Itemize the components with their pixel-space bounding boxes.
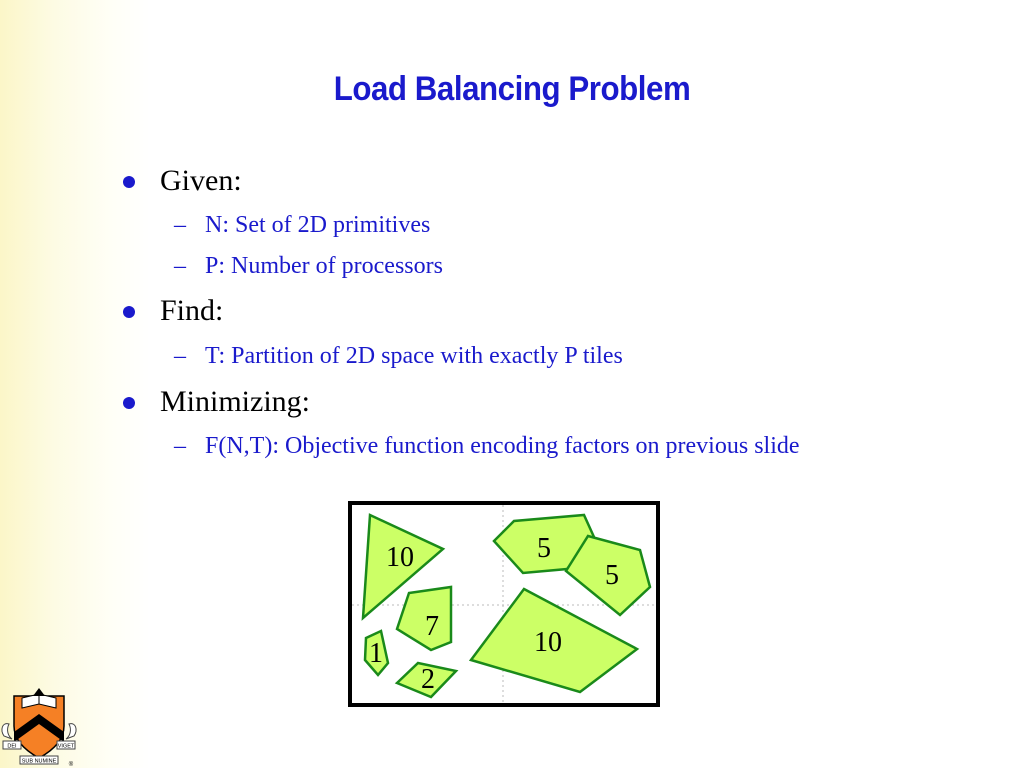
sub-bullet-p: P: Number of processors (205, 253, 443, 279)
primitive-label: 7 (425, 611, 439, 642)
logo-registered-mark: ® (68, 762, 74, 768)
bullet-dot (123, 176, 135, 188)
sub-bullet-dash: – (174, 253, 186, 279)
primitive-label: 5 (537, 533, 551, 564)
sub-bullet-dash: – (174, 343, 186, 369)
logo-banner: SUB NUMINE (21, 758, 57, 765)
logo-motto-right: VIGET (57, 743, 75, 750)
sub-bullet-dash: – (174, 212, 186, 238)
primitive-label: 5 (605, 560, 619, 591)
sub-bullet-t: T: Partition of 2D space with exactly P tiles (205, 343, 623, 369)
primitive-label: 10 (386, 542, 414, 573)
bullet-given: Given: (160, 164, 242, 197)
sub-bullet-n: N: Set of 2D primitives (205, 212, 431, 238)
primitive-label: 1 (369, 638, 383, 669)
bullet-find: Find: (160, 294, 224, 327)
primitive-label: 2 (421, 664, 435, 695)
princeton-shield-icon (0, 684, 78, 768)
bullet-dot (123, 397, 135, 409)
logo-motto-left: DEI (7, 743, 17, 750)
primitive-label: 10 (534, 627, 562, 658)
bullet-dot (123, 306, 135, 318)
sub-bullet-dash: – (174, 433, 186, 459)
sub-bullet-f: F(N,T): Objective function encoding factors on previous slide (205, 433, 800, 459)
partition-diagram (348, 501, 660, 707)
bullet-minimizing: Minimizing: (160, 385, 310, 418)
slide-title: Load Balancing Problem (333, 70, 691, 108)
